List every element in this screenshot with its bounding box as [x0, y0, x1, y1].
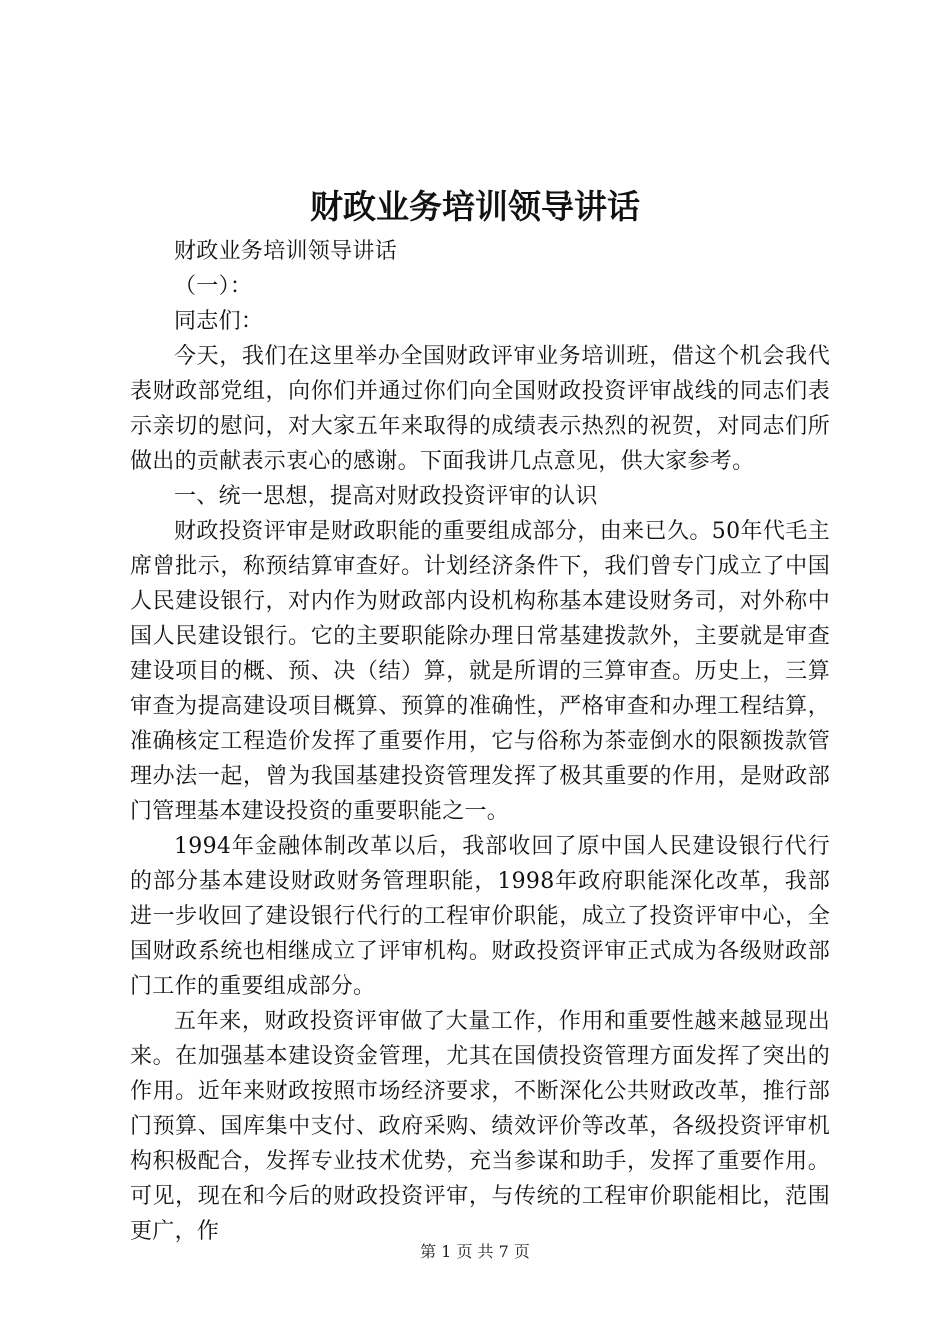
- document-title: 财政业务培训领导讲话: [310, 187, 640, 226]
- document-body: [130, 234, 830, 1249]
- section-number-paragraph: （一）：: [174, 274, 253, 299]
- body-paragraph: 五年来，财政投资评审做了大量工作，作用和重要性越来越显现出来。在加强基本建设资金管理，尤其在国债投资管理方面发挥了突出的作用。近年来财政按照市场经济要求，不断深化公共财政改革，推行部门预算、国库集中支付、政府采购、绩效评价等改革，各级投资评审机构积极配合，发挥专业技术优势，充当参谋和助手，发挥了重要作用。可见，现在和今后的财政投资评审，与传统的工程审价职能相比，范围更广，作: [130, 1009, 830, 1244]
- body-paragraph: 1994年金融体制改革以后，我部收回了原中国人民建设银行代行的部分基本建设财政财务管理职能，1998年政府职能深化改革，我部进一步收回了建设银行代行的工程审价职能，成立了投资评审中心，全国财政系统也相继成立了评审机构。财政投资评审正式成为各级财政部门工作的重要组成部分。: [130, 834, 830, 999]
- page-footer: 第 1 页 共 7 页: [420, 1242, 530, 1261]
- body-paragraph: 财政投资评审是财政职能的重要组成部分，由来已久。50年代毛主席曾批示，称预结算审查好。计划经济条件下，我们曾专门成立了中国人民建设银行，对内作为财政部内设机构称基本建设财务司，对外称中国人民建设银行。它的主要职能除办理日常基建拨款外，主要就是审查建设项目的概、预、决（结）算，就是所谓的三算审查。历史上，三算审查为提高建设项目概算、预算的准确性，严格审查和办理工程结算，准确核定工程造价发挥了重要作用，它与俗称为茶壶倒水的限额拨款管理办法一起，曾为我国基建投资管理发挥了极其重要的作用，是财政部门管理基本建设投资的重要职能之一。: [130, 519, 830, 824]
- salutation-paragraph: 同志们：: [174, 309, 264, 334]
- section-heading: 一、统一思想，提高对财政投资评审的认识: [174, 484, 598, 509]
- body-paragraph: 今天，我们在这里举办全国财政评审业务培训班，借这个机会我代表财政部党组，向你们并通过你们向全国财政投资评审战线的同志们表示亲切的慰问，对大家五年来取得的成绩表示热烈的祝贺，对同志们所做出的贡献表示衷心的感谢。下面我讲几点意见，供大家参考。: [130, 344, 830, 474]
- subtitle-paragraph: 财政业务培训领导讲话: [174, 239, 398, 264]
